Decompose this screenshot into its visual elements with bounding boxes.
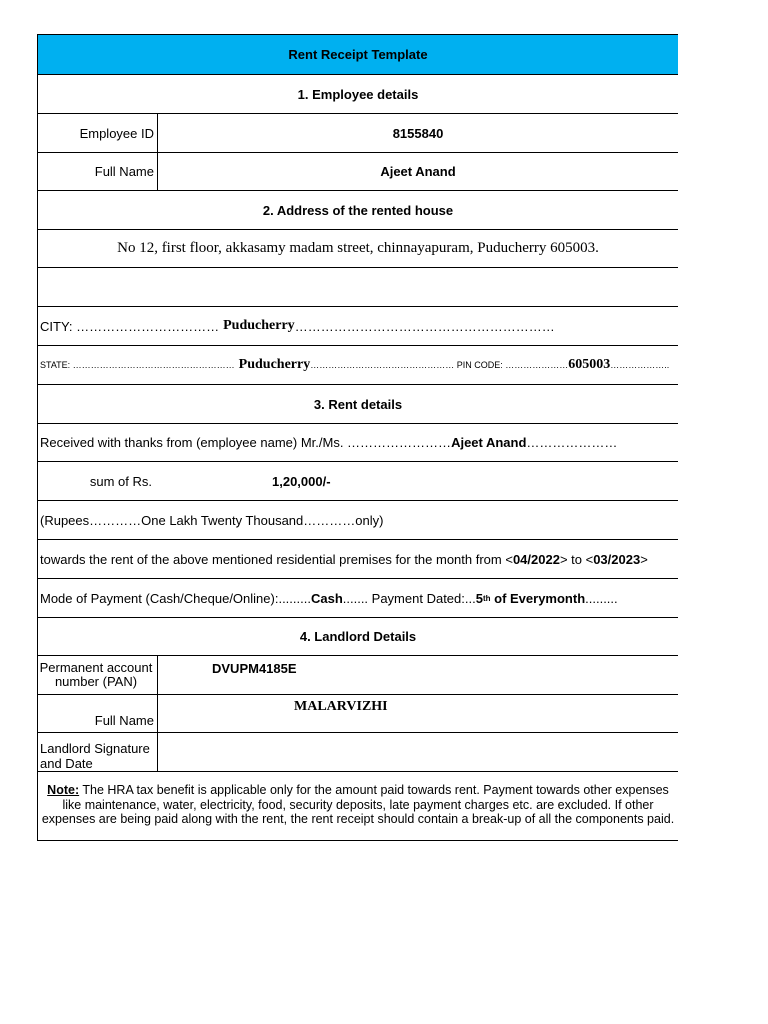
payment-row: [38, 579, 678, 618]
sum-label: sum of Rs.: [89, 473, 152, 489]
employee-id-label: Employee ID: [38, 114, 158, 152]
mode-mid: ....... Payment Dated:...: [342, 590, 476, 606]
received-name: Ajeet Anand: [451, 435, 527, 450]
section3-heading-row: [38, 385, 678, 424]
employee-id-value: 8155840: [392, 125, 444, 141]
state-row: [38, 346, 678, 385]
state-prefix: STATE: ………………………………………………: [40, 360, 235, 370]
sum-value: 1,20,000/-: [272, 473, 331, 489]
dated-sup: th: [482, 593, 491, 603]
rent-receipt-sheet: [37, 34, 678, 841]
section4-heading-row: [38, 618, 678, 656]
rupees-row: [38, 501, 678, 540]
pan-label: Permanent account number (PAN): [38, 656, 158, 694]
landlord-name-row: [38, 695, 678, 733]
section1-heading-row: [38, 75, 678, 114]
address-value: No 12, first floor, akkasamy madam street, chinnayapuram, Puducherry 605003.: [117, 240, 599, 256]
section2-heading: 2. Address of the rented house: [262, 202, 454, 218]
section1-heading: 1. Employee details: [297, 86, 419, 102]
state-value: Puducherry: [238, 357, 311, 372]
to-text: > to <: [559, 551, 594, 567]
employee-name-value: Ajeet Anand: [380, 164, 456, 179]
city-row: [38, 307, 678, 346]
receipt-title: Rent Receipt Template: [288, 47, 428, 62]
towards-text: towards the rent of the above mentioned residential premises for the month from <: [40, 551, 513, 567]
received-row: [38, 424, 678, 462]
received-text: Received with thanks from (employee name) Mr./Ms. ……………………: [40, 435, 452, 450]
dated-num: 5: [475, 590, 483, 606]
note-text: The HRA tax benefit is applicable only for the amount paid towards rent. Payment towards other expenses like maintenance, water, electricity, food, security deposits, late payment charges etc. are excluded. If other expenses are being paid along with the rent, the rent receipt should contain a break-up of all the components paid.: [41, 783, 675, 826]
signature-label: Landlord Signature and Date: [38, 733, 158, 771]
city-prefix: CITY: ……………………………: [40, 318, 220, 334]
from-month: 04/2022: [512, 551, 560, 567]
signature-value: [158, 733, 678, 771]
received-suffix: …………………: [526, 435, 618, 450]
employee-id-row: [38, 114, 678, 153]
pan-row: [38, 656, 678, 695]
mode-text: Mode of Payment (Cash/Cheque/Online):.........: [40, 590, 311, 606]
sum-row: [38, 462, 678, 501]
pin-value: 605003: [568, 357, 611, 372]
dated-rest: of Everymonth: [490, 590, 586, 606]
mode-value: Cash: [310, 590, 343, 606]
city-suffix: ……………………………………………………: [294, 318, 555, 334]
address-row: [38, 230, 678, 268]
state-suffix: ………………………………………… PIN CODE: …………………: [310, 360, 569, 370]
signature-row: [38, 733, 678, 772]
to-month: 03/2023: [593, 551, 641, 567]
section2-heading-row: [38, 191, 678, 230]
blank-address-row: [38, 268, 678, 307]
dated-suffix: .........: [585, 590, 618, 606]
end-text: >: [640, 551, 648, 567]
employee-name-row: [38, 153, 678, 191]
employee-name-label: Full Name: [38, 153, 158, 190]
note-row: [38, 772, 678, 841]
title-row: [38, 35, 678, 75]
pan-value: DVUPM4185E: [212, 661, 297, 676]
pin-suffix: ………………..: [610, 360, 670, 370]
section4-heading: 4. Landlord Details: [299, 629, 417, 644]
section3-heading: 3. Rent details: [313, 396, 403, 412]
period-row: [38, 540, 678, 579]
note-label: Note:: [47, 783, 80, 797]
landlord-name-value: MALARVIZHI: [294, 699, 388, 714]
city-value: Puducherry: [223, 318, 295, 333]
rupees-text: (Rupees…………One Lakh Twenty Thousand…………only): [40, 512, 384, 528]
landlord-name-label: Full Name: [38, 695, 158, 732]
